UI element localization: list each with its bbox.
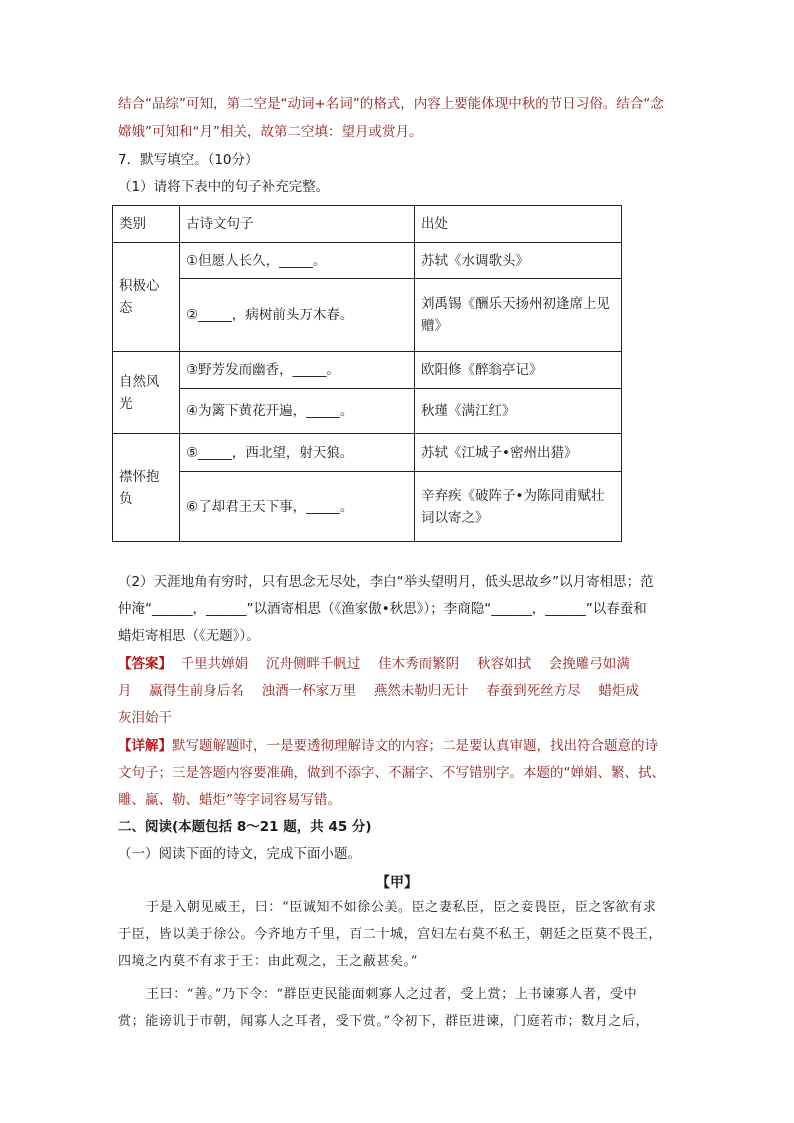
passage-line-3: 四境之内莫不有求于王：由此观之，王之蔽甚矣。” xyxy=(118,954,418,969)
category-cell xyxy=(113,243,180,352)
category-cell xyxy=(113,352,180,434)
category-line: 光 xyxy=(119,395,133,412)
question-7-title: 7．默写填空。（10分） xyxy=(118,152,259,168)
answer-line-2: 月 赢得生前身后名 浊酒一杯家万里 燕然未勒归无计 春蚕到死丝方尽 蜡炬成 xyxy=(118,683,639,699)
passage-line-1: 于是入朝见威王，曰：“臣诚知不如徐公美。臣之妻私臣，臣之妾畏臣，臣之客欲有求 xyxy=(146,900,657,915)
poem-table xyxy=(112,205,622,542)
source-cell: 苏轼《水调歌头》 xyxy=(415,243,622,279)
answer-line-1 xyxy=(118,654,630,674)
passage-jia-title: 【甲】 xyxy=(376,875,418,891)
source-cell xyxy=(415,472,622,542)
passage-line-4: 王曰：“善。”乃下令：“群臣吏民能面刺寡人之过者，受上赏；上书谏寡人者，受中 xyxy=(146,987,638,1002)
category-line: 负 xyxy=(119,490,133,507)
source-line: 词以寄之》 xyxy=(421,509,489,526)
table-row xyxy=(113,243,622,279)
source-line: 刘禹锡《酬乐天扬州初逢席上见 xyxy=(421,296,610,312)
detail-text: 默写题解题时，一是要透彻理解诗文的内容；二是要认真审题，找出符合题意的诗 xyxy=(172,738,658,754)
detail-line-3: 雕、赢、勒、蜡炬”等字词容易写错。 xyxy=(118,792,341,808)
source-cell: 欧阳修《醉翁亭记》 xyxy=(415,352,622,389)
table-row xyxy=(113,352,622,389)
sentence-cell: ④为篱下黄花开遍，_____。 xyxy=(180,389,415,434)
source-line: 赠》 xyxy=(421,318,448,334)
category-line: 积极心 xyxy=(119,278,160,294)
header-source: 出处 xyxy=(415,206,622,243)
detail-line-1 xyxy=(118,736,658,756)
source-cell: 秋瑾《满江红》 xyxy=(415,389,622,434)
sentence-cell: ⑥了却君王天下事，_____。 xyxy=(180,472,415,542)
question-7-sub2-line-3: 蜡炬寄相思（《无题》）。 xyxy=(118,628,260,644)
detail-tag: 【详解】 xyxy=(118,738,172,754)
intro-line-1: 结合“品综”可知，第二空是“动词+名词”的格式，内容上要能体现中秋的节日习俗。结合“念 xyxy=(118,96,664,112)
source-cell xyxy=(415,279,622,352)
answer-tag: 【答案】 xyxy=(118,656,172,672)
sentence-cell: ①但愿人长久，_____。 xyxy=(180,243,415,279)
category-cell xyxy=(113,434,180,542)
table-header-row xyxy=(113,206,622,243)
category-line: 态 xyxy=(119,300,133,316)
sentence-cell: ②_____，病树前头万木春。 xyxy=(180,279,415,352)
section-2-sub1: （一）阅读下面的诗文，完成下面小题。 xyxy=(118,846,361,862)
table-row xyxy=(113,279,622,352)
sentence-cell: ⑤_____，西北望，射天狼。 xyxy=(180,434,415,472)
category-line: 自然风 xyxy=(119,373,160,390)
passage-line-5: 赏；能谤讥于市朝，闻寡人之耳者，受下赏。”令初下，群臣进谏，门庭若市；数月之后， xyxy=(118,1014,650,1029)
category-line: 襟怀抱 xyxy=(119,468,160,485)
header-sentence: 古诗文句子 xyxy=(180,206,415,243)
intro-line-2: 嫦娥”可知和“月”相关，故第二空填：望月或赏月。 xyxy=(118,124,423,140)
answer-line-3: 灰泪始干 xyxy=(118,710,172,726)
table-row xyxy=(113,472,622,542)
table-row xyxy=(113,389,622,434)
answer-text: 千里共婵娟 沉舟侧畔千帆过 佳木秀而繁阴 秋容如拭 会挽雕弓如满 xyxy=(180,656,630,672)
question-7-sub2-line-1: （2）天涯地角有穷时，只有思念无尽处，李白“举头望明月，低头思故乡”以月寄相思；范 xyxy=(118,574,654,590)
source-line: 辛弃疾《破阵子•为陈同甫赋壮 xyxy=(421,487,605,504)
question-7-sub1: （1）请将下表中的句子补充完整。 xyxy=(118,179,330,195)
question-7-sub2-line-2: 仲淹“______，______”以酒寄相思（《渔家傲•秋思》）；李商隐“______，______”以春蚕和 xyxy=(118,601,647,617)
sentence-cell: ③野芳发而幽香，_____。 xyxy=(180,352,415,389)
section-2-title: 二、阅读(本题包括 8～21 题，共 45 分) xyxy=(118,819,372,835)
header-category: 类别 xyxy=(113,206,180,243)
source-cell: 苏轼《江城子•密州出猎》 xyxy=(415,434,622,472)
detail-line-2: 文句子；三是答题内容要准确，做到不添字、不漏字、不写错别字。本题的“婵娟、繁、拭、 xyxy=(118,765,665,781)
passage-line-2: 于臣，皆以美于徐公。今齐地方千里，百二十城，宫妇左右莫不私王，朝廷之臣莫不畏王， xyxy=(118,927,663,942)
table-row xyxy=(113,434,622,472)
